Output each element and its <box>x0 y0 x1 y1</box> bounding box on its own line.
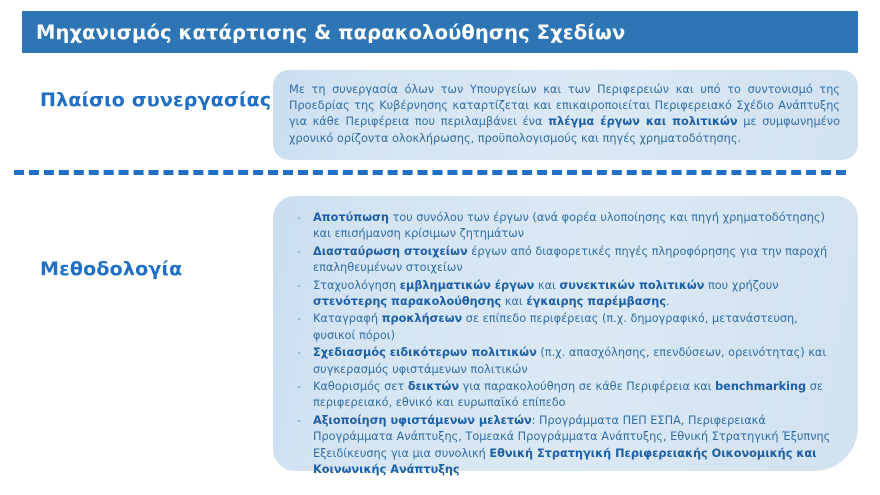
methodology-bullet-item <box>287 379 838 412</box>
bullet-dash-marker: - <box>297 380 302 394</box>
bullet-dash-marker: - <box>297 278 302 292</box>
bullet-text: Καταγραφή προκλήσεων σε επίπεδο περιφέρειας (π.χ. δημογραφικό, μετανάστευση, φυσικοί πόροι) <box>313 312 798 342</box>
slide-title-bar <box>22 11 858 53</box>
bullet-dash-marker: - <box>297 312 302 326</box>
framework-paragraph: Με τη συνεργασία όλων των Υπουργείων και των Περιφερειών και υπό το συντονισμό της Προεδρίας της Κυβέρνησης καταρτίζεται και επικαιροποιείται Περιφερειακό Σχέδιο Ανάπτυξης για κάθε Περιφέρεια που περιλαμβάνει ένα πλέγμα έργων και πολιτικών με συμφωνημένο χρονικό ορίζοντα ολοκλήρωσης, προϋπολογισμούς και πηγές χρηματοδότησης. <box>289 83 840 145</box>
section-label-framework: Πλαίσιο συνεργασίας <box>40 89 272 111</box>
bullet-text: Αξιοποίηση υφιστάμενων μελετών: Προγράμματα ΠΕΠ ΕΣΠΑ, Περιφερειακά Προγράμματα Ανάπτυξης, Τομεακά Προγράμματα Ανάπτυξης, Εθνική Στρατηγική Έξυπνης Εξειδίκευσης για μια συνολική Εθνική Στρατηγική Περιφερειακής Οικονομικής και Κοινωνικής Ανάπτυξης <box>313 413 831 477</box>
methodology-bullet-item <box>287 278 838 311</box>
bullet-text: Καθορισμός σετ δεικτών για παρακολούθηση σε κάθε Περιφέρεια και benchmarking σε περιφερειακό, εθνικό και ευρωπαϊκό επίπεδο <box>313 380 823 410</box>
methodology-bullet-item <box>287 210 838 243</box>
methodology-bullet-list <box>287 210 838 479</box>
bullet-text: Σταχυολόγηση εμβληματικών έργων και συνεκτικών πολιτικών που χρήζουν στενότερης παρακολούθησης και έγκαιρης παρέμβασης. <box>313 278 779 309</box>
section-divider <box>14 170 846 175</box>
bullet-dash-marker: - <box>297 244 302 258</box>
methodology-bullet-item <box>287 311 838 344</box>
slide-title: Μηχανισμός κατάρτισης & παρακολούθησης Σχεδίων <box>36 20 626 44</box>
methodology-bullet-item <box>287 345 838 378</box>
bullet-text: Διασταύρωση στοιχείων έργων από διαφορετικές πηγές πληροφόρησης για την παροχή επαληθευμένων στοιχείων <box>313 244 828 275</box>
bullet-dash-marker: - <box>297 211 302 224</box>
framework-content-box <box>273 70 858 160</box>
methodology-bullet-item <box>287 413 838 479</box>
section-label-methodology: Μεθοδολογία <box>40 258 183 280</box>
methodology-bullet-item <box>287 244 838 277</box>
methodology-content-box <box>273 196 858 477</box>
bullet-text: Αποτύπωση του συνόλου των έργων (ανά φορέα υλοποίησης και πηγή χρηματοδότησης) και επισήμανση κρίσιμων ζητημάτων <box>313 211 825 241</box>
bullet-text: Σχεδιασμός ειδικότερων πολιτικών (π.χ. απασχόλησης, επενδύσεων, ορεινότητας) και συγκερασμός υφιστάμενων πολιτικών <box>313 346 827 376</box>
bullet-dash-marker: - <box>297 413 302 427</box>
bullet-dash-marker: - <box>297 346 302 360</box>
